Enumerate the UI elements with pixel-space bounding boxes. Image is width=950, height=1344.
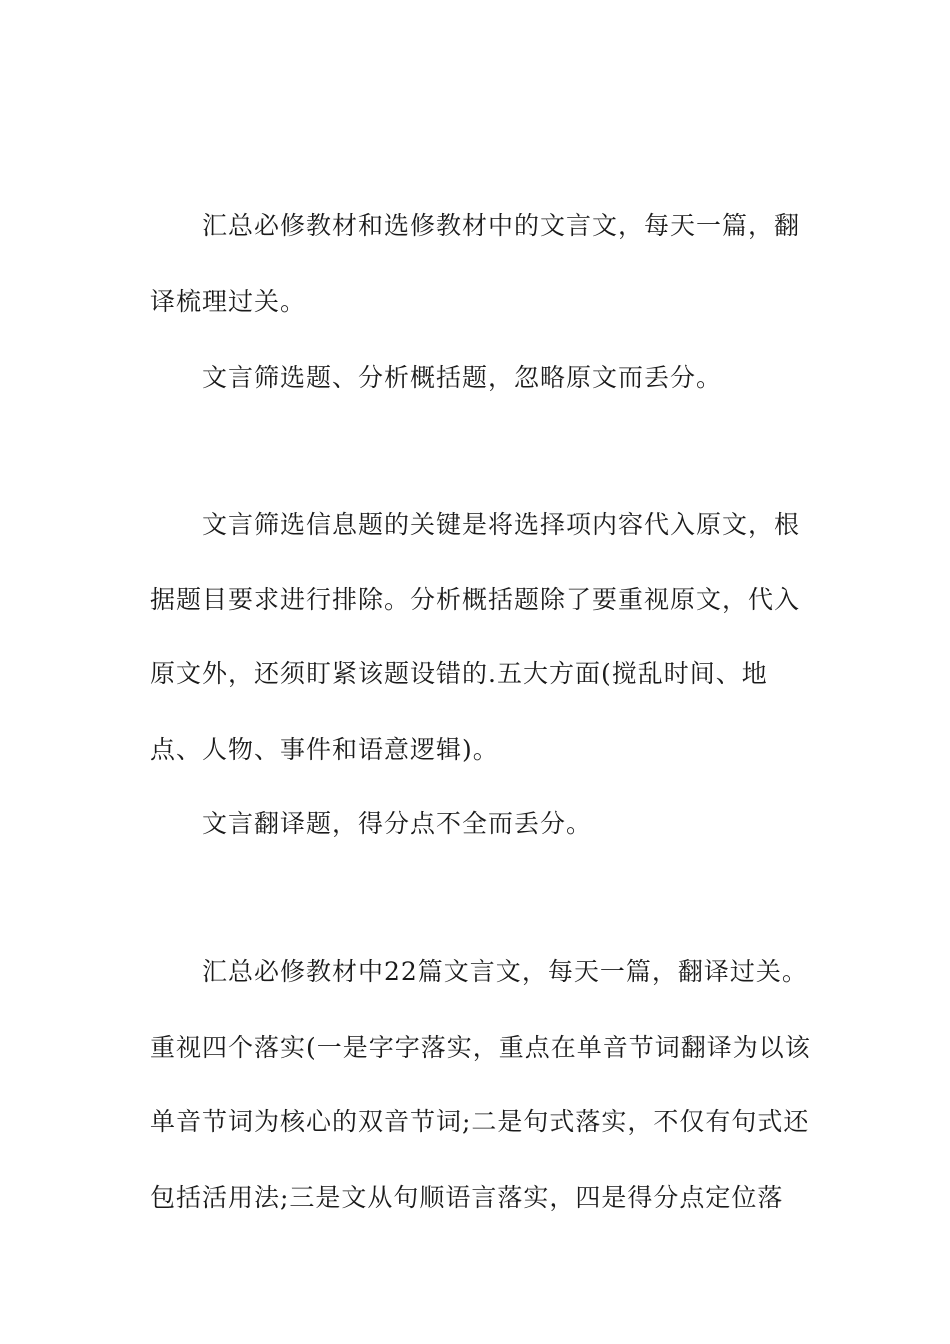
text-line: 汇总必修教材中22篇文言文，每天一篇，翻译过关。 xyxy=(202,957,808,986)
text-line: 包括活用法;三是文从句顺语言落实，四是得分点定位落 xyxy=(150,1183,784,1212)
text-line: 文言筛选信息题的关键是将选择项内容代入原文，根 xyxy=(202,510,801,539)
text-line: 译梳理过关。 xyxy=(150,287,307,316)
text-line: 文言翻译题，得分点不全而丢分。 xyxy=(202,809,593,838)
text-line: 据题目要求进行排除。分析概括题除了要重视原文，代入 xyxy=(150,585,801,614)
text-line: 文言筛选题、分析概括题，忽略原文而丢分。 xyxy=(202,363,723,392)
text-line: 点、人物、事件和语意逻辑)。 xyxy=(150,735,499,764)
text-line: 重视四个落实(一是字字落实，重点在单音节词翻译为以该 xyxy=(150,1033,811,1062)
text-line: 汇总必修教材和选修教材中的文言文，每天一篇，翻 xyxy=(202,211,801,240)
text-line: 原文外，还须盯紧该题设错的.五大方面(搅乱时间、地 xyxy=(150,659,768,688)
text-line: 单音节词为核心的双音节词;二是句式落实，不仅有句式还 xyxy=(150,1107,810,1136)
